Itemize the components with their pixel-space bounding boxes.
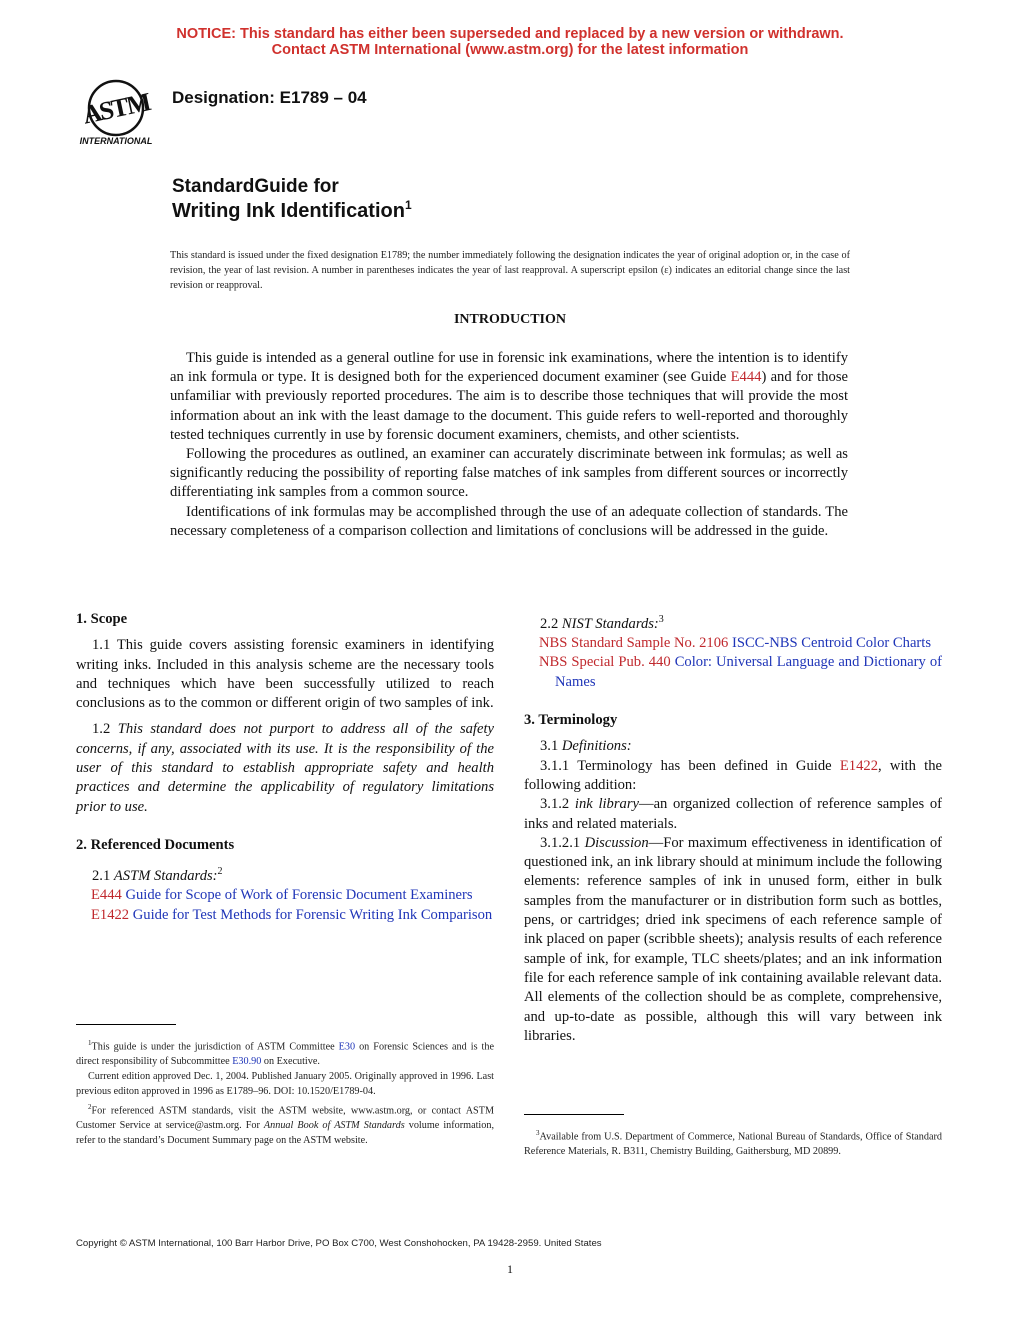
notice-line-1: NOTICE: This standard has either been superseded and replaced by a new version or withdrawn. bbox=[176, 26, 844, 42]
title-line-2 bbox=[172, 198, 412, 223]
logo-subtext: INTERNATIONAL bbox=[79, 136, 153, 146]
footnote-1-edition: Current edition approved Dec. 1, 2004. Published January 2005. Originally approved in 1996. Last previous editon approved in 1996 as E1789–96. DOI: 10.1520/E1789-04. bbox=[76, 1071, 494, 1098]
reference-item[interactable]: E1422 Guide for Test Methods for Forensic Writing Ink Comparison bbox=[91, 906, 493, 923]
footnote-3: $^3$Available from U.S. Department of Commerce, National Bureau of Standards, Office of Standard Reference Materials, R. B311, Chemistry Building, Gaithersburg, MD 20899. bbox=[524, 1129, 942, 1158]
scope-1-1: 1.1 This guide covers assisting forensic examiners in identifying writing inks. Included in this analysis scheme are the necessary tools and techniques which have been successfully utilized to reach conclusions as to the common or different origin of two samples of ink. bbox=[76, 637, 494, 712]
intro-paragraph: Following the procedures as outlined, an examiner can accurately discriminate between ink formulas; as well as significantly reducing the possibility of reporting false matches of ink samples from different sources or incorrectly differentiating ink samples from a common source. bbox=[170, 446, 848, 501]
withdrawal-notice bbox=[0, 26, 1020, 58]
e1422-link[interactable]: E1422 bbox=[839, 757, 878, 774]
scope-1-2: 1.2 This standard does not purport to address all of the safety concerns, if any, associated with its use. It is the responsibility of the user of this standard to establish appropriate safety and health practices and determine the applicability of regulatory limitations prior to use. bbox=[76, 721, 494, 815]
nist-standards-label: 2.2 NIST Standards:$^3$ bbox=[540, 614, 664, 632]
reference-item[interactable]: E444 Guide for Scope of Work of Forensic Document Examiners bbox=[91, 887, 473, 904]
intro-paragraph: Identifications of ink formulas may be accomplished through the use of an adequate collection of standards. The necessary completeness of a comparison collection and limitations of conclusions will be addressed in the guide. bbox=[170, 503, 848, 539]
title-line-1: StandardGuide for bbox=[172, 176, 339, 197]
footnote-rule bbox=[524, 1114, 624, 1115]
right-footnotes bbox=[524, 1126, 942, 1160]
intro-paragraph: This guide is intended as a general outline for use in forensic ink examinations, where the intention is to identify an ink formula or type. It is designed both for the experienced document examiner (see Guide E444) and for those unfamiliar with previously reported procedures. The aim is to describe those techniques that will provide the most information about an ink with the least damage to the document. This guide refers to well-reported and thoroughly tested techniques currently in use by forensic document examiners, chemists, and other scientists. bbox=[170, 350, 848, 443]
astm-standards-label: 2.1 ASTM Standards:$^2$ bbox=[92, 866, 223, 885]
e444-link[interactable]: E444 bbox=[730, 369, 762, 386]
referenced-heading: 2. Referenced Documents bbox=[76, 836, 235, 853]
term-3-1-1: 3.1.1 Terminology has been defined in Guide E1422, with the following addition: bbox=[524, 757, 942, 793]
footnote-1: $^1$This guide is under the jurisdiction of ASTM Committee E30 on Forensic Sciences and is the direct responsibility of Subcommittee E30.90 on Executive. bbox=[76, 1039, 494, 1068]
astm-logo-icon bbox=[70, 78, 162, 148]
nist-reference-item[interactable]: NBS Special Pub. 440 Color: Universal Language and Dictionary of Names bbox=[539, 654, 942, 690]
notice-line-2: Contact ASTM International (www.astm.org) for the latest information bbox=[271, 42, 749, 58]
scope-heading: 1. Scope bbox=[76, 611, 128, 627]
title-text: Writing Ink Identification bbox=[172, 200, 405, 222]
astm-logo bbox=[70, 78, 162, 148]
terminology-heading: 3. Terminology bbox=[524, 712, 618, 729]
designation: Designation: E1789 – 04 bbox=[172, 88, 367, 107]
term-3-1-2: 3.1.2 ink library—an organized collection of reference samples of inks and related materials. bbox=[524, 796, 942, 832]
left-footnotes bbox=[76, 1036, 494, 1149]
copyright: Copyright © ASTM International, 100 Barr Harbor Drive, PO Box C700, West Conshohocken, PA 19428-2959. United States bbox=[76, 1238, 602, 1249]
term-3-1-2-1: 3.1.2.1 Discussion—For maximum effectiveness in identification of questioned ink, an ink library should at minimum include the following elements: reference samples of ink in unused form, either in bulk samples from the manufacturer or in distribution form such as bottles, pens, or cartridges; dried ink specimens of each reference sample of ink placed on paper (scribble sheets); analysis results of each reference sample of ink, for example, TLC sheets/plates; and an ink information file for each reference sample of ink containing available relevant data. All elements of the collection should be as complete, comprehensive, and up-to-date as possible, although this will vary between ink libraries. bbox=[524, 834, 943, 1044]
right-column bbox=[524, 610, 942, 1046]
logo-text: ASTM bbox=[80, 87, 152, 130]
definitions-label: 3.1 Definitions: bbox=[540, 738, 632, 755]
footnote-rule bbox=[76, 1024, 176, 1025]
page-number: 1 bbox=[507, 1262, 513, 1276]
left-column bbox=[76, 610, 494, 925]
introduction-heading: INTRODUCTION bbox=[453, 312, 566, 327]
introduction-body bbox=[170, 349, 848, 541]
nist-reference-item[interactable]: NBS Standard Sample No. 2106 ISCC-NBS Centroid Color Charts bbox=[539, 635, 932, 652]
issued-note: This standard is issued under the fixed designation E1789; the number immediately following the designation indicates the year of original adoption or, in the case of revision, the year of last revision. A number in parentheses indicates the year of last reapproval. A superscript epsilon (ε) indicates an editorial change since the last revision or reapproval. bbox=[170, 250, 850, 291]
title-footnote-mark[interactable]: 1 bbox=[404, 198, 412, 212]
footnote-2: $^2$For referenced ASTM standards, visit the ASTM website, www.astm.org, or contact ASTM Customer Service at service@astm.org. For Annual Book of ASTM Standards volume information, refer to the standard’s Document Summary page on the ASTM website. bbox=[76, 1103, 494, 1147]
